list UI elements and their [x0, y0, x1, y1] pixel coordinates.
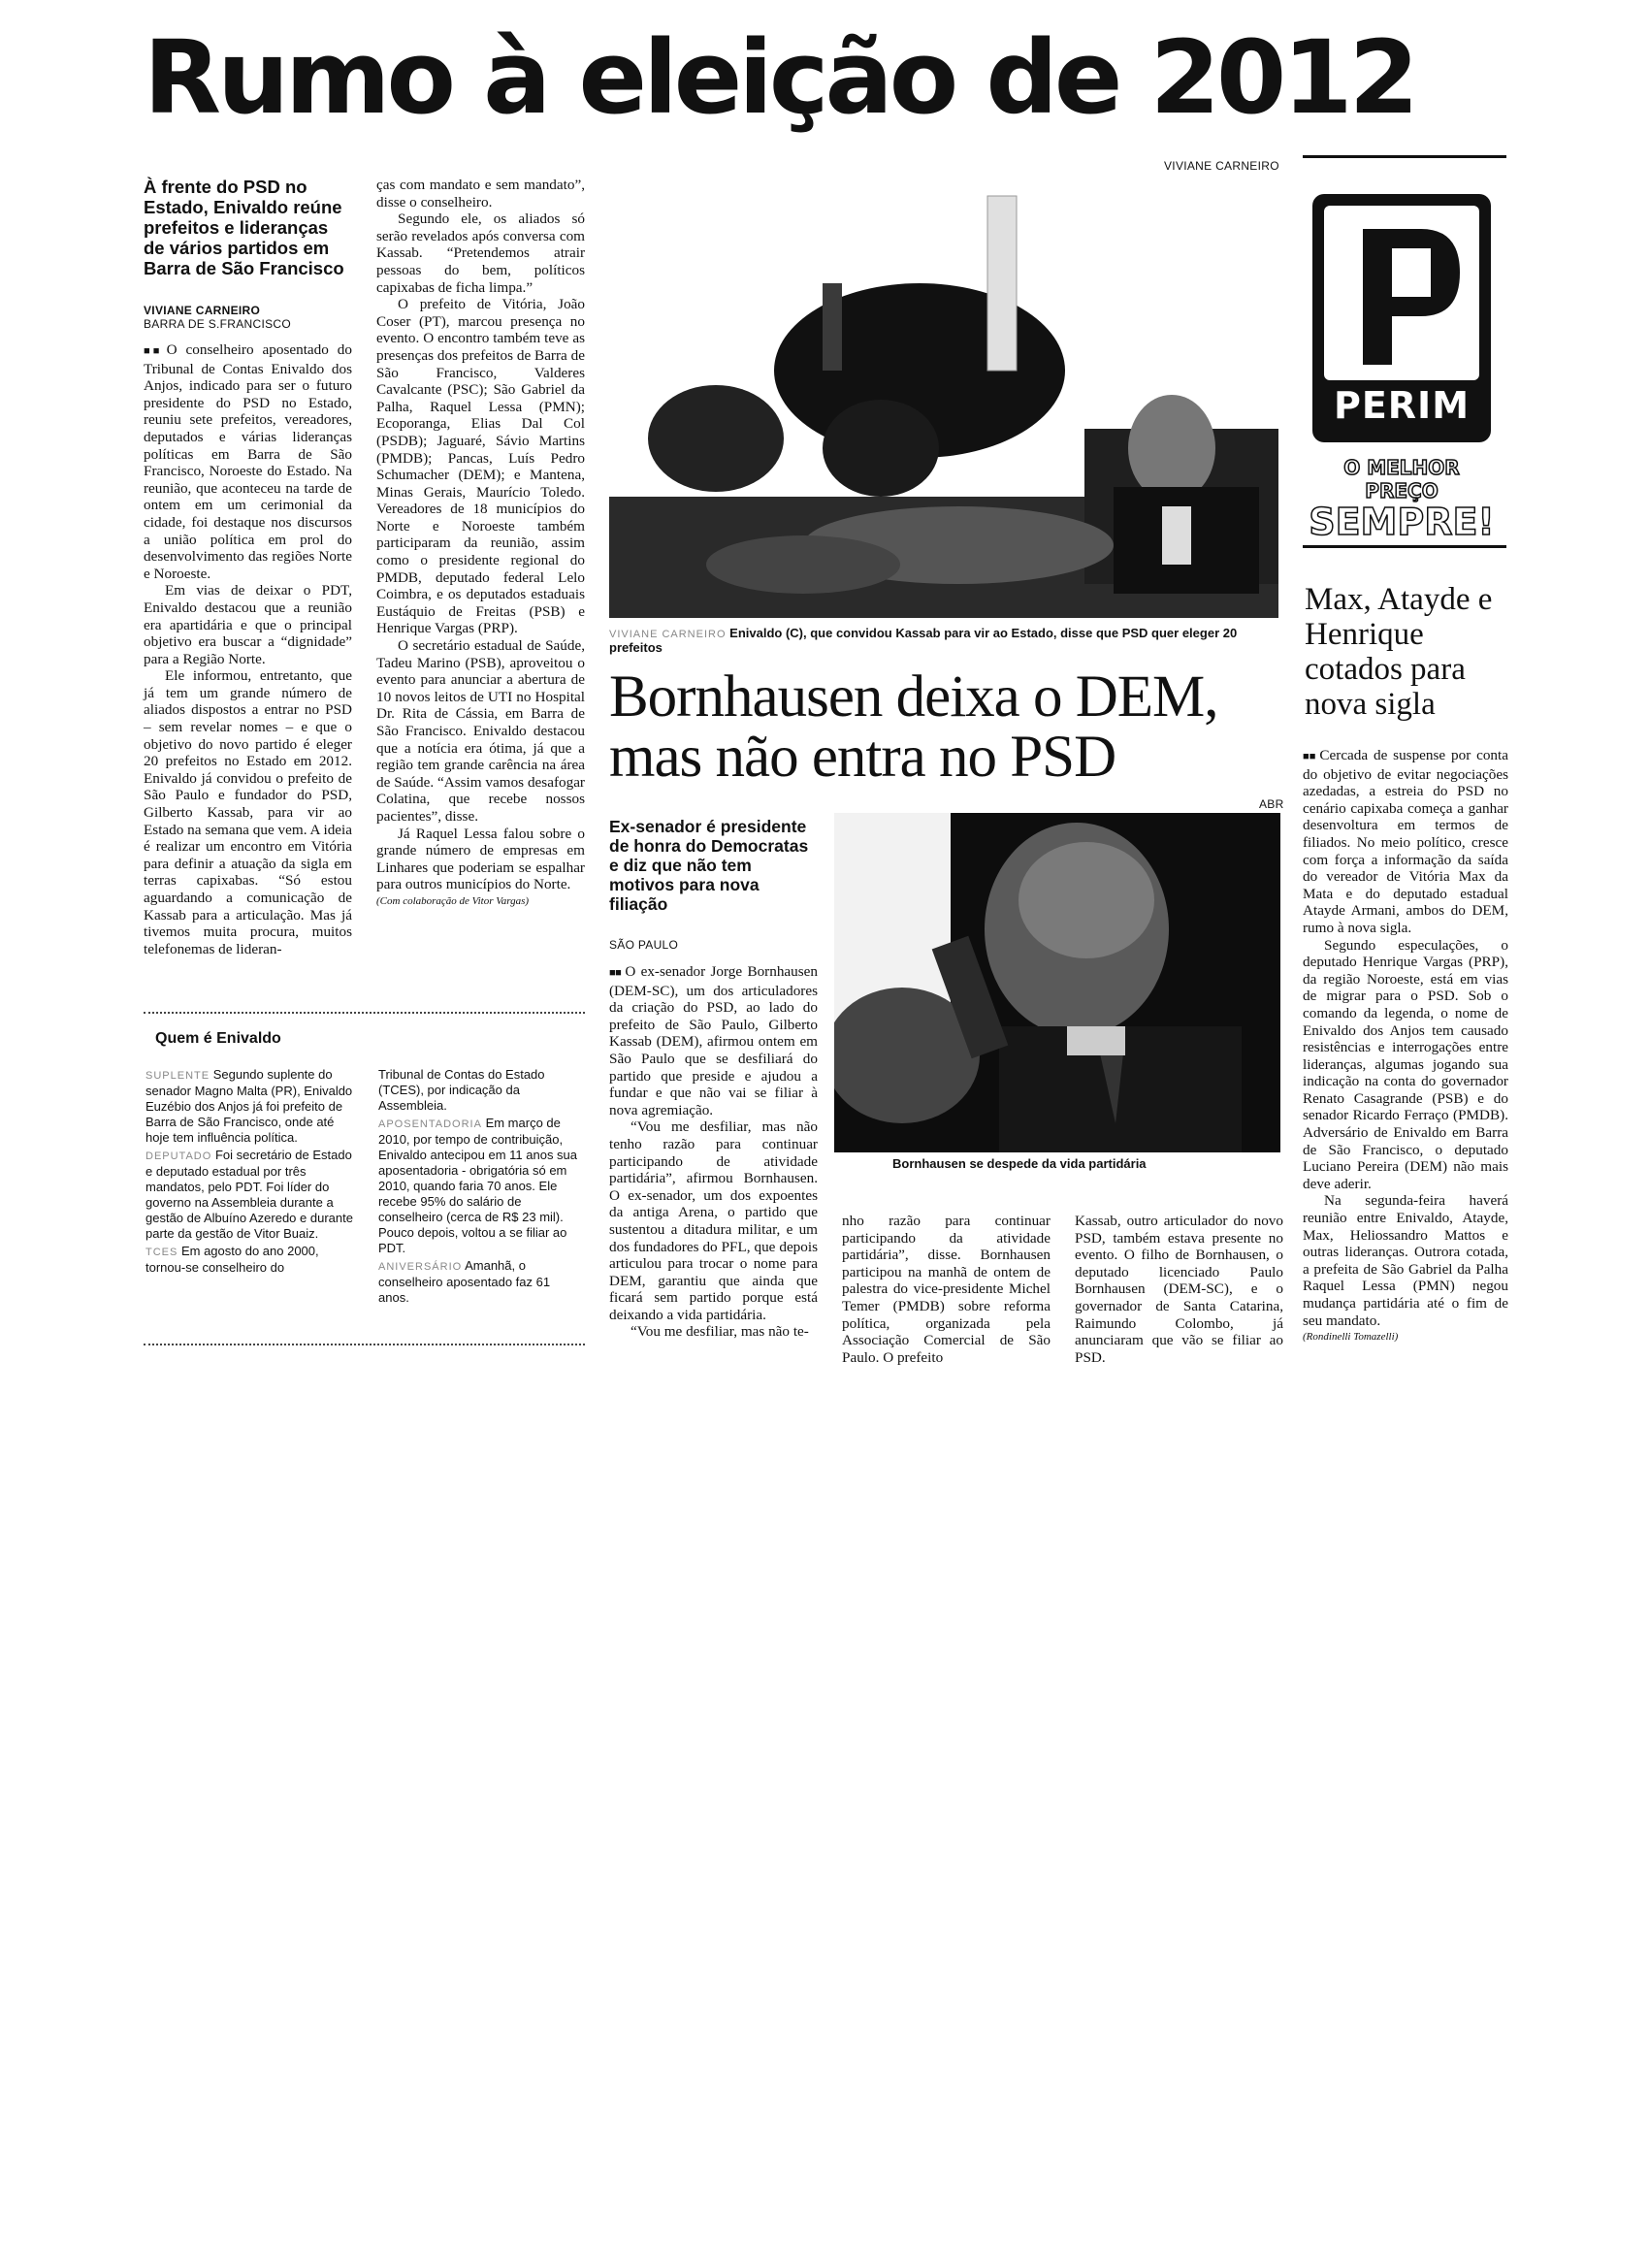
col2-credit: (Com colaboração de Vitor Vargas) [376, 894, 530, 907]
side-article-body [1303, 747, 1508, 1346]
paragraph: “Vou me desfiliar, mas não tenho razão para continuar participando de atividade partidária”, afirmou Bornhausen. O ex-senador, um dos expoentes da antiga Arena, o partido que sustentou a ditadura militar, e um dos fundadores do PFL, que depois articulou para trocar o nome para DEM, garantiu que ainda que ficará sem partido porque está deixando a vida partidária. [609, 1118, 818, 1323]
box-entry: Tribunal de Contas do Estado (TCES), por indicação da Assembleia. [378, 1067, 545, 1113]
photo-enivaldo-image [609, 177, 1278, 618]
perim-ad[interactable] [1305, 190, 1499, 442]
box-entry: SUPLENTE Segundo suplente do senador Magno Malta (PR), Enivaldo Euzébio dos Anjos já foi prefeito de Barra de São Francisco, onde até hoje tem influência política. [146, 1067, 353, 1145]
paragraph: Na segunda-feira haverá reunião entre Enivaldo, Atayde, Max, Heliossandro Mattos e outras lideranças. Outrora cotada, a prefeita de São Gabriel da Palha Raquel Lessa (PMN) negou mudança partidária até o fim de seu mandato. [1303, 1192, 1508, 1329]
photo2-credit: ABR [1259, 797, 1284, 811]
main-article-byline: VIVIANE CARNEIRO [144, 304, 261, 317]
side-article-credit: (Rondinelli Tomazelli) [1303, 1331, 1399, 1344]
ad-bottom-rule [1303, 545, 1506, 548]
main-article-location: BARRA DE S.FRANCISCO [144, 317, 292, 331]
box-bottom-rule [144, 1344, 585, 1345]
paragraph: nho razão para continuar participando da atividade partidária”, disse. Bornhausen participou na manhã de ontem de palestra do vice-presidente Michel Temer (PMDB) sobre reforma política, organizada pela Associação Comercial de São Paulo. O prefeito [842, 1213, 1051, 1366]
perim-slogan-line1: O MELHOR PREÇO [1343, 456, 1460, 502]
box-entry: TCES Em agosto do ano 2000, tornou-se conselheiro do [146, 1244, 319, 1275]
perim-brand: PERIM [1333, 384, 1471, 427]
paragraph: Kassab, outro articulador do novo PSD, também estava presente no evento. O filho de Bornhausen, o deputado licenciado Paulo Bornhausen (DEM-SC), e o governador de Santa Catarina, Raimundo Colombo, já anunciaram que vão se filiar ao PSD. [1075, 1213, 1283, 1366]
main-article-byline-block [144, 304, 347, 331]
second-article-headline: Bornhausen deixa o DEM, mas não entra no PSD [609, 664, 1218, 790]
box-title: Quem é Enivaldo [155, 1030, 281, 1047]
box-entry: ANIVERSÁRIO Amanhã, o conselheiro aposentado faz 61 anos. [378, 1258, 551, 1305]
second-article-col2 [842, 1213, 1051, 1366]
second-article-dek: Ex-senador é presidente de honra do Democratas e diz que não tem motivos para nova filiação [609, 817, 809, 914]
paragraph: Segundo ele, os aliados só serão revelados após conversa com Kassab. “Pretendemos atrair pessoas do bem, políticos capixabas de ficha limpa.” [376, 211, 585, 296]
box-top-rule [144, 1012, 585, 1014]
page-headline: Rumo à eleição de 2012 [144, 18, 1416, 137]
main-article-col2 [376, 177, 585, 911]
ad-top-rule [1303, 155, 1506, 158]
second-article-col1 [609, 963, 818, 1341]
paragraph: “Vou me desfiliar, mas não te- [630, 1323, 809, 1341]
photo1-caption: Enivaldo (C), que convidou Kassab para vir ao Estado, disse que PSD quer eleger 20 prefeitos [609, 626, 1238, 655]
bullet-square-icon: ■■ [144, 345, 163, 357]
main-article-dek: À frente do PSD no Estado, Enivaldo reúne prefeitos e lideranças de vários partidos em Barra de São Francisco [144, 177, 344, 278]
box-col1 [146, 1067, 357, 1278]
main-article-col1 [144, 341, 352, 957]
paragraph: ças com mandato e sem mandato”, disse o conselheiro. [376, 177, 585, 211]
perim-slogan-line2: SEMPRE! [1309, 501, 1495, 543]
photo1-credit: VIVIANE CARNEIRO [1164, 159, 1279, 173]
photo2-caption: Bornhausen se despede da vida partidária [892, 1156, 1147, 1171]
photo-bornhausen-image [834, 813, 1280, 1152]
photo1-caption-credit: VIVIANE CARNEIRO [609, 629, 727, 640]
photo1-caption-block [609, 626, 1288, 655]
paragraph: Em vias de deixar o PDT, Enivaldo destacou que a reunião era apartidária e que o principal objetivo era buscar a “dignidade” para a Região Norte. [144, 582, 352, 667]
side-article-headline: Max, Atayde e Henrique cotados para nova sigla [1305, 582, 1493, 722]
perim-slogan [1305, 456, 1499, 541]
paragraph: O prefeito de Vitória, João Coser (PT), marcou presença no evento. O encontro também teve as presenças dos prefeitos de Barra de São Francisco, Valderes Cavalcante (PSC); São Gabriel da Palha, Raquel Lessa (PMN); Ecoporanga, Elias Dal Col (PSDB); Jaguaré, Sávio Martins (PMDB); Pancas, Luís Pedro Schumacher (DEM); e Mantena, Minas Gerais, Maurício Toledo. Vereadores de 18 municípios do Norte e Noroeste também participaram da reunião, assim como o presidente regional do PMDB, deputado federal Lelo Coimbra, e os deputados estaduais Eustáquio de Freitas (PSB) e Henrique Vargas (PRP). [376, 296, 585, 637]
paragraph: Já Raquel Lessa falou sobre o grande número de empresas em Linhares que poderiam se espalhar para outros municípios do Norte. [376, 825, 585, 893]
photo-enivaldo [609, 177, 1278, 618]
box-entry: APOSENTADORIA Em março de 2010, por tempo de contribuição, Enivaldo antecipou em 11 anos sua aposentadoria - obrigatória só em 2010, quando faria 70 anos. Ele recebe 95% do salário de conselheiro (cerca de R$ 23 mil). Pouco depois, voltou a se filiar ao PDT. [378, 1116, 578, 1255]
bullet-square-icon: ■■ [609, 967, 622, 979]
paragraph: ■■ O ex-senador Jorge Bornhausen (DEM-SC), um dos articuladores da criação do PSD, ao lado do prefeito de São Paulo, Gilberto Kassab (DEM), afirmou ontem em São Paulo que se desfiliará do partido que preside e ajudou a fundar e que não vai se filiar à nova agremiação. [609, 963, 818, 1118]
paragraph: ■■ Cercada de suspense por conta do objetivo de evitar negociações azedadas, a estreia do PSD no cenário capixaba começa a ganhar desenvoltura em termos de filiados. No meio político, cresce com força a informação da saída do vereador de Vitória Max da Mata e do deputado estadual Atayde Armani, ambos do DEM, rumo à nova sigla. [1303, 747, 1508, 936]
paragraph: Ele informou, entretanto, que já tem um grande número de aliados dispostos a entrar no PSD – sem revelar nomes – e que o objetivo do novo partido é eleger 20 prefeitos no Estado em 2012. Enivaldo já convidou o prefeito de São Paulo e fundador do PSD, Gilberto Kassab, para vir ao Estado na semana que vem. A ideia é realizar um encontro em Vitória para definir a atuação da sigla em terras capixabas. “Só estou aguardando a comunicação de Kassab para a articulação. Mas já tivemos muita procura, muitos telefonemas de lideran- [144, 667, 352, 957]
box-entry: DEPUTADO Foi secretário de Estado e deputado estadual por três mandatos, pelo PDT. Foi líder do governo na Assembleia durante a gestão de Albuíno Azeredo e durante parte da gestão de Vitor Buaiz. [146, 1148, 353, 1241]
box-col2 [378, 1067, 584, 1308]
paragraph: O secretário estadual de Saúde, Tadeu Marino (PSB), aproveitou o evento para anunciar a abertura de 10 novos leitos de UTI no Hospital Dr. Rita de Cássia, em Barra de São Francisco. Enivaldo destacou que a notícia era ótima, já que a região tem grande carência na área de Saúde. “Assim vamos desafogar Colatina, que recebe nossos pacientes”, disse. [376, 637, 585, 825]
photo-bornhausen [834, 813, 1280, 1152]
second-article-location: SÃO PAULO [609, 938, 679, 952]
second-article-col3 [1075, 1213, 1283, 1366]
paragraph: Segundo especulações, o deputado Henrique Vargas (PRP), da região Noroeste, está em vias de migrar para o PSD. Sob o comando da legenda, o nome de Enivaldo dos Anjos tem causado resistências e interrogações entre lideranças, algumas jogando sua indicação na conta do governador Renato Casagrande (PSB) e do senador Ricardo Ferraço (PMDB). Adversário de Enivaldo em Barra de São Francisco, o deputado Luciano Pereira (DEM) não mais deve aderir. [1303, 936, 1508, 1192]
bullet-square-icon: ■■ [1303, 751, 1316, 762]
paragraph: ■■ O conselheiro aposentado do Tribunal de Contas Enivaldo dos Anjos, indicado para ser o futuro presidente do PSD no Estado, reuniu sete prefeitos, vereadores, deputados e várias lideranças políticas em Barra de São Francisco, Noroeste do Estado. Na reunião, que aconteceu na tarde de ontem em um cerimonial da cidade, foi destaque nos discursos a união política em prol do desenvolvimento das regiões Norte e Noroeste. [144, 341, 352, 582]
